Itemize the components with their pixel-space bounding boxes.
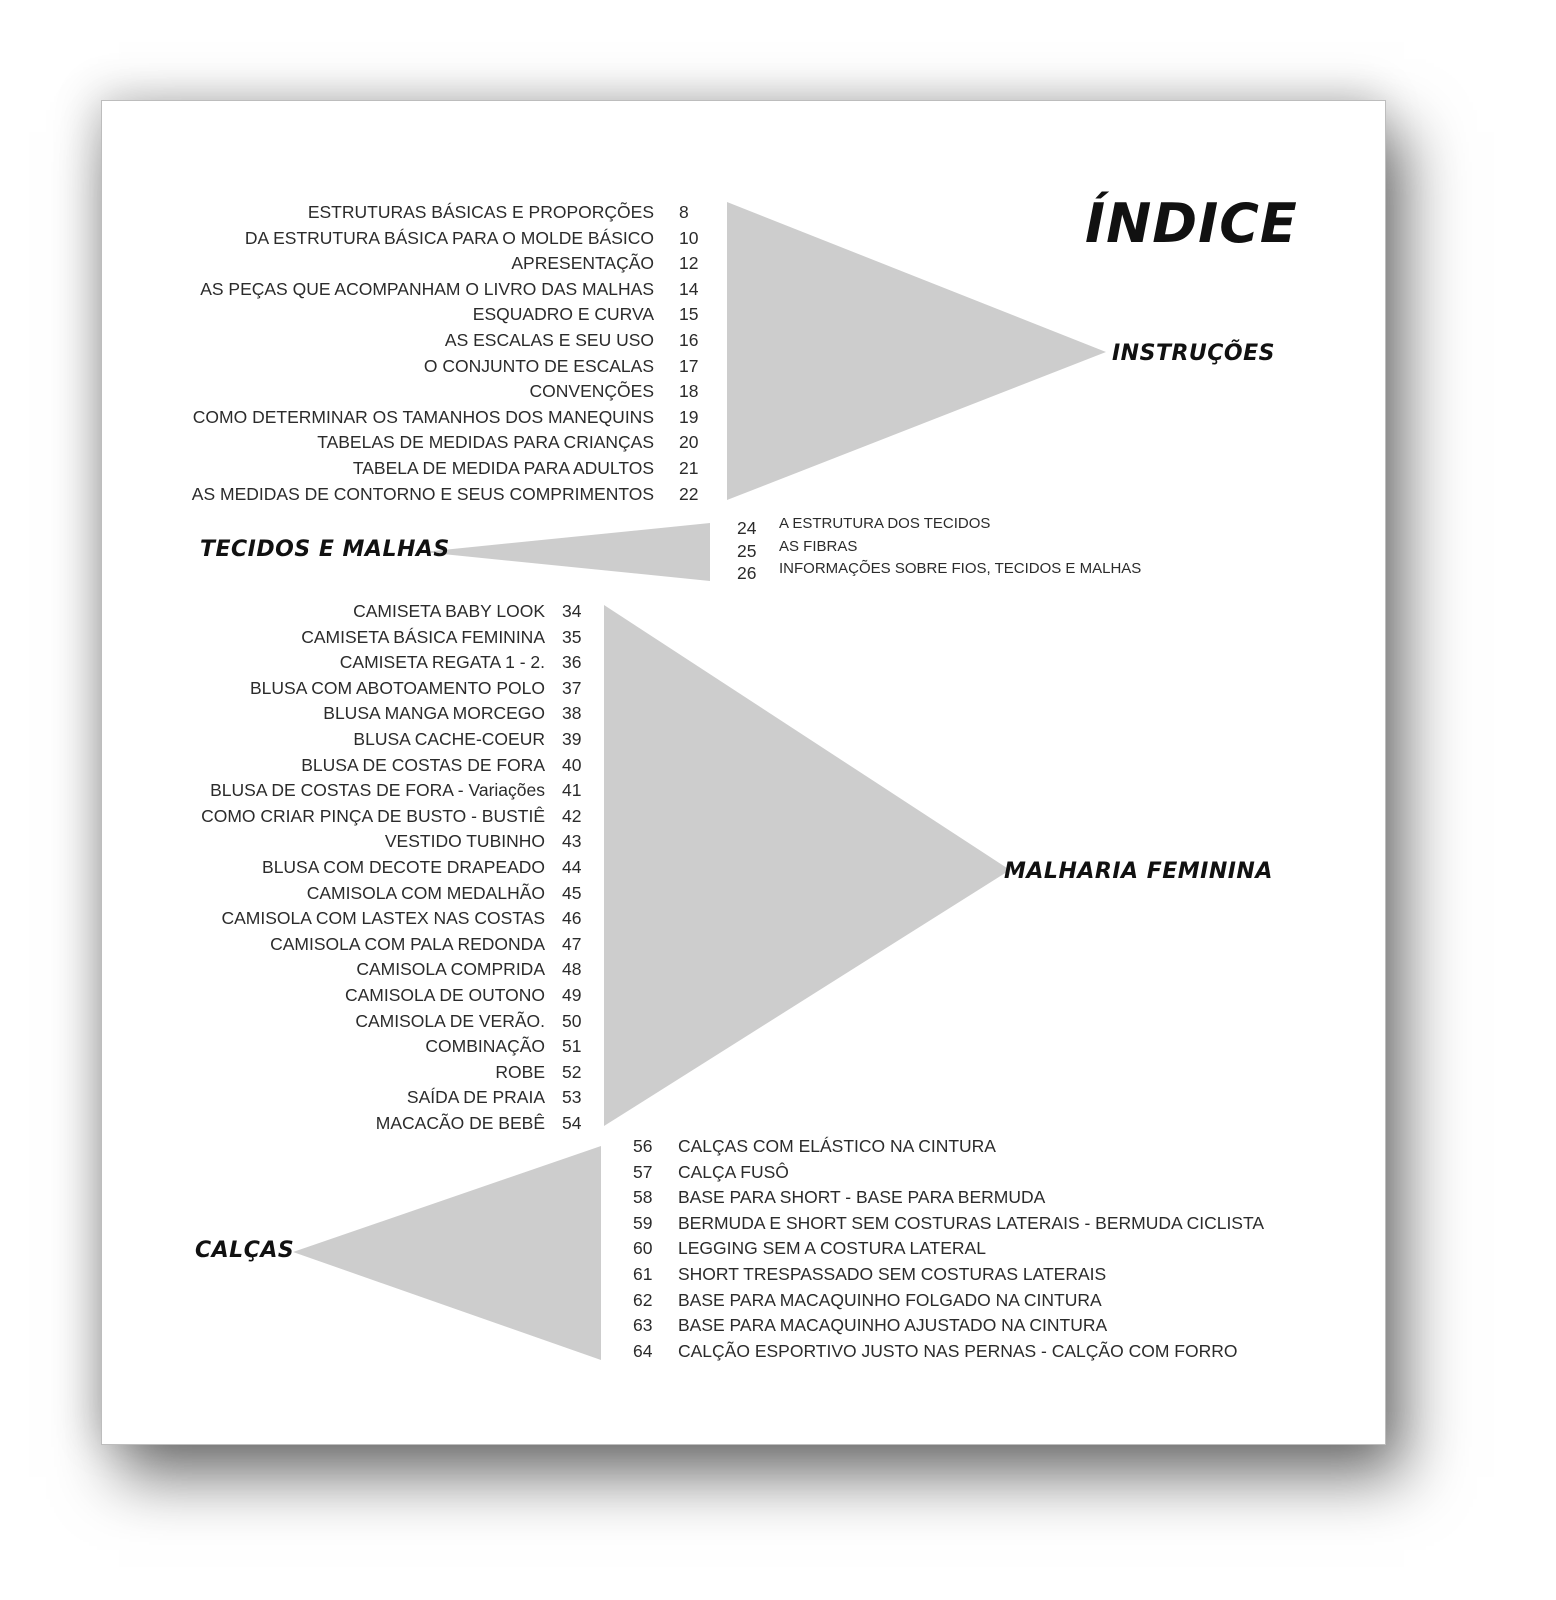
index-entry-page: 56 — [633, 1136, 653, 1156]
index-entry-page: 12 — [679, 253, 699, 273]
index-entry-page: 42 — [562, 806, 582, 826]
index-entry-label: AS ESCALAS E SEU USO — [444, 330, 654, 350]
index-entry-label: CAMISETA REGATA 1 - 2. — [339, 652, 545, 672]
index-entry-label: CALÇÃO ESPORTIVO JUSTO NAS PERNAS - CALÇÃO COM FORRO — [678, 1341, 1238, 1361]
index-entry-label: CALÇAS COM ELÁSTICO NA CINTURA — [678, 1136, 996, 1156]
index-entry-page: 53 — [562, 1087, 582, 1107]
index-entry-page: 21 — [679, 458, 699, 478]
index-entry-page: 26 — [737, 563, 757, 583]
index-entry-page: 22 — [679, 484, 699, 504]
index-entry-page: 59 — [633, 1213, 653, 1233]
index-entry-label: AS FIBRAS — [779, 538, 858, 555]
index-entry-page: 58 — [633, 1187, 653, 1207]
index-entry-label: CAMISOLA COMPRIDA — [356, 959, 545, 979]
index-entry-page: 38 — [562, 703, 582, 723]
section-title-tecidos: TECIDOS E MALHAS — [200, 537, 450, 562]
index-entry-label: CAMISOLA COM PALA REDONDA — [270, 934, 545, 954]
index-entry-page: 64 — [633, 1341, 653, 1361]
page-title: ÍNDICE — [1085, 192, 1298, 255]
index-entry-page: 24 — [737, 518, 757, 538]
index-entry-label: CAMISOLA DE OUTONO — [345, 985, 545, 1005]
index-entry-page: 34 — [562, 601, 582, 621]
index-entry-page: 10 — [679, 228, 699, 248]
tecidos-triangle — [423, 523, 710, 581]
index-entry-page: 19 — [679, 407, 699, 427]
index-entry-label: CONVENÇÕES — [529, 381, 654, 401]
index-entry-page: 25 — [737, 541, 757, 561]
section-title-calcas: CALÇAS — [195, 1238, 295, 1263]
index-entry-page: 62 — [633, 1290, 653, 1310]
index-entry-page: 20 — [679, 432, 699, 452]
section-title-instrucoes: INSTRUÇÕES — [1112, 341, 1275, 366]
index-entry-page: 54 — [562, 1113, 582, 1133]
index-entry-label: BLUSA DE COSTAS DE FORA — [301, 755, 545, 775]
index-entry-page: 47 — [562, 934, 582, 954]
index-entry-label: BLUSA COM ABOTOAMENTO POLO — [250, 678, 545, 698]
index-entry-page: 49 — [562, 985, 582, 1005]
index-entry-page: 43 — [562, 831, 582, 851]
index-entry-label: ROBE — [495, 1062, 545, 1082]
index-entry-label: TABELAS DE MEDIDAS PARA CRIANÇAS — [317, 432, 654, 452]
index-entry-label: BERMUDA E SHORT SEM COSTURAS LATERAIS - BERMUDA CICLISTA — [678, 1213, 1265, 1233]
malharia-triangle — [604, 605, 1010, 1126]
index-entry-page: 44 — [562, 857, 582, 877]
index-entry-page: 41 — [562, 780, 582, 800]
index-entry-label: SAÍDA DE PRAIA — [406, 1087, 545, 1107]
index-entry-label: A ESTRUTURA DOS TECIDOS — [779, 515, 991, 532]
index-entry-label: O CONJUNTO DE ESCALAS — [423, 356, 654, 376]
instrucoes-triangle — [727, 202, 1106, 500]
index-entry-page: 39 — [562, 729, 582, 749]
index-entry-page: 48 — [562, 959, 582, 979]
index-entry-label: BASE PARA SHORT - BASE PARA BERMUDA — [678, 1187, 1046, 1207]
index-entry-page: 37 — [562, 678, 582, 698]
index-entry-label: AS PEÇAS QUE ACOMPANHAM O LIVRO DAS MALHAS — [200, 279, 654, 299]
index-entry-page: 14 — [679, 279, 699, 299]
index-entry-label: AS MEDIDAS DE CONTORNO E SEUS COMPRIMENTOS — [191, 484, 654, 504]
index-entry-label: BASE PARA MACAQUINHO AJUSTADO NA CINTURA — [678, 1315, 1108, 1335]
index-entry-label: COMO DETERMINAR OS TAMANHOS DOS MANEQUINS — [192, 407, 654, 427]
index-entry-page: 18 — [679, 381, 699, 401]
calcas-triangle — [293, 1146, 601, 1360]
index-entry-label: COMBINAÇÃO — [425, 1036, 545, 1056]
index-entry-label: ESTRUTURAS BÁSICAS E PROPORÇÕES — [307, 202, 654, 222]
index-entry-label: DA ESTRUTURA BÁSICA PARA O MOLDE BÁSICO — [244, 228, 654, 248]
index-entry-label: TABELA DE MEDIDA PARA ADULTOS — [352, 458, 654, 478]
index-entry-page: 8 — [679, 202, 689, 222]
index-entry-label: BLUSA MANGA MORCEGO — [323, 703, 545, 723]
index-entry-label: APRESENTAÇÃO — [511, 253, 654, 273]
index-entry-page: 50 — [562, 1011, 582, 1031]
index-entry-label: CAMISOLA COM LASTEX NAS COSTAS — [221, 908, 545, 928]
index-entry-page: 61 — [633, 1264, 653, 1284]
index-entry-page: 60 — [633, 1238, 653, 1258]
index-entry-label: BLUSA CACHE-COEUR — [353, 729, 545, 749]
index-entry-page: 51 — [562, 1036, 582, 1056]
index-entry-page: 52 — [562, 1062, 582, 1082]
index-entry-page: 46 — [562, 908, 582, 928]
index-entry-label: MACACÃO DE BEBÊ — [375, 1113, 545, 1133]
index-entry-page: 17 — [679, 356, 699, 376]
index-entry-page: 16 — [679, 330, 699, 350]
index-entry-label: ESQUADRO E CURVA — [472, 304, 654, 324]
index-entry-label: LEGGING SEM A COSTURA LATERAL — [678, 1238, 986, 1258]
index-entry-page: 36 — [562, 652, 582, 672]
index-entry-label: CAMISOLA COM MEDALHÃO — [306, 883, 545, 903]
index-entry-label: VESTIDO TUBINHO — [384, 831, 545, 851]
index-entry-page: 45 — [562, 883, 582, 903]
index-entry-label: COMO CRIAR PINÇA DE BUSTO - BUSTIÊ — [201, 806, 545, 826]
index-entry-label: SHORT TRESPASSADO SEM COSTURAS LATERAIS — [678, 1264, 1107, 1284]
index-entry-label: CAMISETA BÁSICA FEMININA — [301, 627, 545, 647]
index-entry-label: CAMISOLA DE VERÃO. — [355, 1011, 545, 1031]
index-entry-label: BLUSA DE COSTAS DE FORA - Variações — [210, 780, 545, 800]
index-entry-page: 15 — [679, 304, 699, 324]
index-entry-label: BASE PARA MACAQUINHO FOLGADO NA CINTURA — [678, 1290, 1102, 1310]
index-entry-page: 63 — [633, 1315, 653, 1335]
index-entry-page: 57 — [633, 1162, 653, 1182]
section-title-malharia: MALHARIA FEMININA — [1004, 859, 1273, 884]
index-entry-label: CAMISETA BABY LOOK — [353, 601, 545, 621]
index-entry-label: CALÇA FUSÔ — [678, 1162, 789, 1182]
index-entry-label: INFORMAÇÕES SOBRE FIOS, TECIDOS E MALHAS — [779, 560, 1142, 577]
index-entry-page: 35 — [562, 627, 582, 647]
index-entry-page: 40 — [562, 755, 582, 775]
index-entry-label: BLUSA COM DECOTE DRAPEADO — [262, 857, 545, 877]
